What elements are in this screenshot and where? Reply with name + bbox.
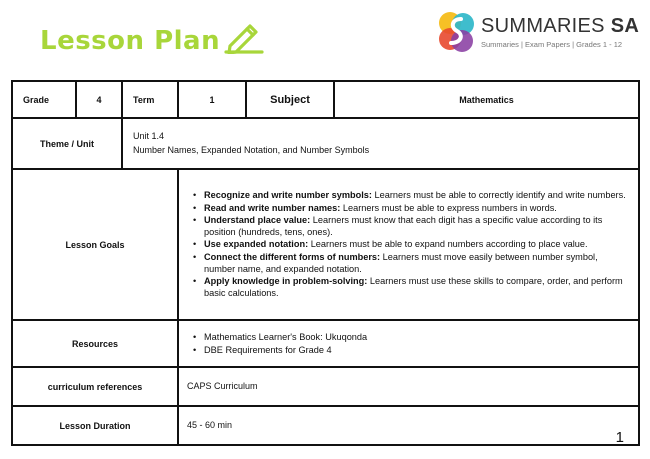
list-item: • Read and write number names: Learners must be able to express numbers in words. — [193, 202, 630, 214]
duration-value: 45 - 60 min — [178, 406, 639, 445]
list-item: • Use expanded notation: Learners must be able to expand numbers according to place value. — [193, 238, 630, 250]
list-item: • Apply knowledge in problem-solving: Learners must use these skills to compare, order, and perform basic calculations. — [193, 275, 630, 299]
table-row — [12, 118, 639, 169]
list-item: • Recognize and write number symbols: Learners must be able to correctly identify and write numbers. — [193, 189, 630, 201]
brand-name-bold: SA — [610, 14, 640, 37]
table-row — [12, 406, 639, 445]
grade-label: Grade — [12, 81, 76, 118]
list-item: • Mathematics Learner's Book: Ukuqonda — [193, 331, 630, 344]
subject-label: Subject — [246, 81, 334, 118]
brand-logo-block — [437, 10, 639, 54]
table-row — [12, 169, 639, 320]
grade-value: 4 — [76, 81, 122, 118]
resources-content — [178, 320, 639, 367]
theme-unit-number: Unit 1.4 — [133, 131, 165, 142]
theme-label: Theme / Unit — [12, 118, 122, 169]
goals-list — [187, 189, 630, 299]
list-item: • Connect the different forms of numbers: Learners must move easily between number symbol, number name, and expanded notation. — [193, 251, 630, 275]
page-number: 1 — [615, 429, 624, 446]
table-row — [12, 81, 639, 118]
summaries-sa-logo-icon — [437, 10, 475, 54]
curriculum-label: curriculum references — [12, 367, 178, 406]
list-item: • Understand place value: Learners must know that each digit has a specific value according to its position (hundreds, tens, ones). — [193, 214, 630, 238]
subject-value: Mathematics — [334, 81, 639, 118]
duration-label: Lesson Duration — [12, 406, 178, 445]
curriculum-value: CAPS Curriculum — [178, 367, 639, 406]
lesson-plan-heading — [40, 18, 264, 54]
table-row — [12, 320, 639, 367]
term-label: Term — [122, 81, 178, 118]
pencil-icon — [222, 18, 264, 54]
brand-name-regular: SUMMARIES — [481, 14, 605, 37]
table-row — [12, 367, 639, 406]
page-title: Lesson Plan — [40, 26, 221, 56]
lesson-plan-table — [11, 80, 640, 446]
brand-name — [481, 16, 639, 36]
term-value: 1 — [178, 81, 246, 118]
resources-list — [187, 331, 630, 357]
brand-tagline: Summaries | Exam Papers | Grades 1 - 12 — [481, 39, 623, 49]
theme-value — [122, 118, 639, 169]
resources-label: Resources — [12, 320, 178, 367]
list-item: • DBE Requirements for Grade 4 — [193, 344, 630, 357]
theme-unit-title: Number Names, Expanded Notation, and Number Symbols — [133, 144, 370, 155]
goals-content — [178, 169, 639, 320]
goals-label: Lesson Goals — [12, 169, 178, 320]
